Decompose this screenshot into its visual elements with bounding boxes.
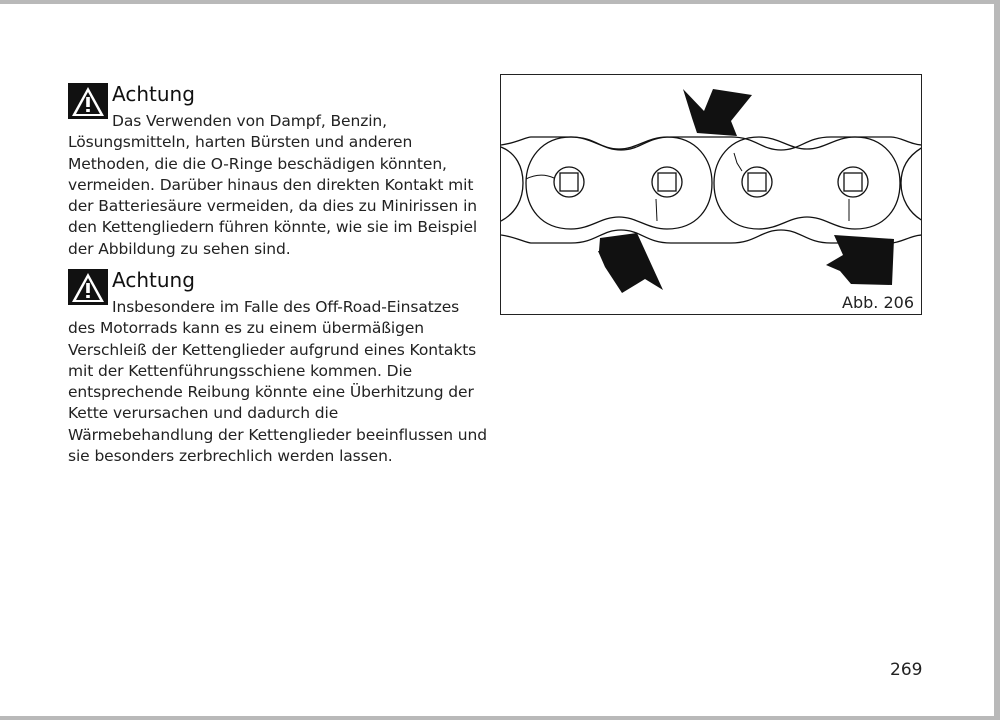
manual-page [0,4,994,716]
chain-links-cracks-illustration [501,75,922,315]
warning-header [68,267,488,297]
figure-caption: Abb. 206 [838,293,914,312]
warning-title: Achtung [112,82,195,106]
warning-text: Insbesondere im Falle des Off-Road-Einsatzes des Motorrads kann es zu einem übermäßigen Verschleiß der Kettenglieder aufgrund eines Kontakts mit der Kettenführungsschiene kommen. Die entsprechende Reibung könnte eine Überhitzung der Kette verursachen und dadurch die Wärmebehandlung der Kettenglieder beeinflussen und sie besonders zerbrechlich werden lassen. [68,298,487,466]
warning-block-2 [68,267,488,467]
warning-header [68,81,488,111]
warning-triangle-icon [68,83,108,119]
warning-block-1 [68,81,488,260]
warning-text: Das Verwenden von Dampf, Benzin, Lösungsmitteln, harten Bürsten und anderen Methoden, die die O-Ringe beschädigen könnten, vermeiden. Darüber hinaus den direkten Kontakt mit der Batteriesäure vermeiden, da dies zu Minirissen in den Kettengliedern führen könnte, wie sie im Beispiel der Abbildung zu sehen sind. [68,112,478,258]
warning-triangle-icon [68,269,108,305]
warning-title: Achtung [112,268,195,292]
page-number: 269 [890,660,923,680]
figure-chain-illustration [500,74,922,315]
